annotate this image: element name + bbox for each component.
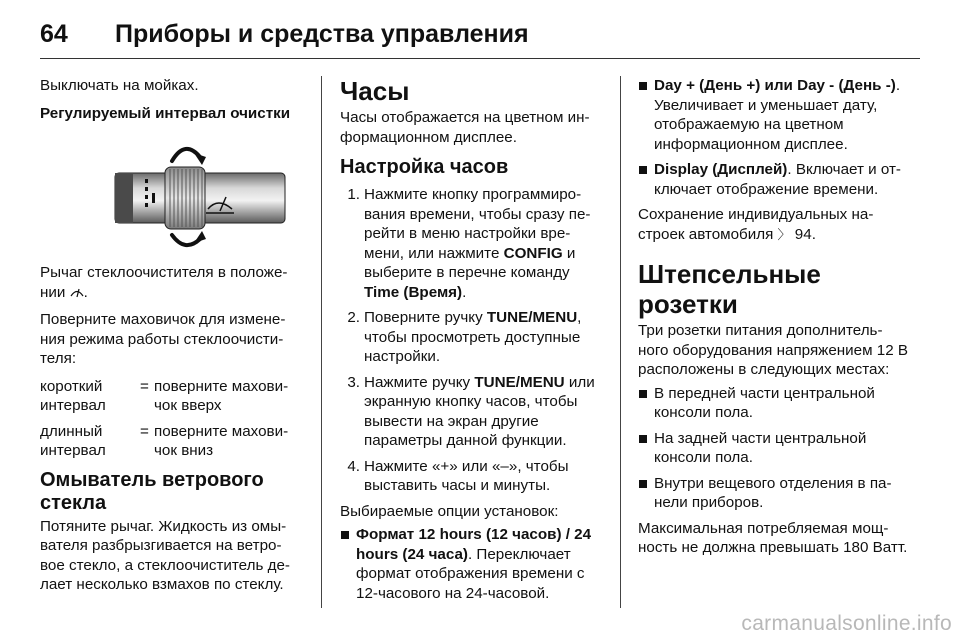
option-title: Формат 12 hours (12 часов) / 24 hours (24 часа): [356, 526, 592, 563]
table-equals: =: [140, 377, 149, 395]
option-description: . Включает и от-ключает отображение времени.: [654, 161, 901, 198]
step-text: или экранную кнопку часов, чтобы вывести на экран другие параметры данной функции.: [364, 373, 595, 449]
column-1: [40, 76, 306, 603]
options-list-continued: [638, 76, 908, 199]
section-heading-clock-setting: Настройка часов: [340, 156, 509, 178]
option-title: Day + (День +) или Day - (День -): [654, 77, 896, 94]
options-intro-text: Выбираемые опции установок:: [340, 502, 559, 520]
lever-text-part-1: Рычаг стеклоочистителя в положе-: [40, 264, 288, 281]
list-item: [340, 525, 605, 603]
section-heading-interval: Регулируемый интервал очистки: [40, 104, 291, 122]
interval-definition-table: [40, 377, 306, 461]
table-row: [40, 377, 306, 422]
step-text: Нажмите ручку: [364, 373, 475, 391]
turn-knob-text: Поверните маховичок для измене-ния режима работы стеклоочисти-теля:: [40, 311, 286, 367]
list-item: На задней части центральной консоли пола.: [638, 429, 908, 468]
intro-text: Выключать на мойках.: [40, 77, 199, 94]
step-text: .: [462, 283, 467, 301]
option-title: Display (Дисплей): [654, 161, 788, 178]
section-heading-sockets: Штепсельные розетки: [638, 259, 821, 319]
save-text-part-1: Сохранение индивидуальных на-строек автомобиля: [638, 206, 874, 243]
washer-text: Потяните рычаг. Жидкость из омы-вателя разбрызгивается на ветро-вое стекло, а стеклоочиститель де-лает несколько взмахов по стеклу.: [40, 517, 290, 593]
clock-intro-text: Часы отображается на цветном ин-формационном дисплее.: [340, 109, 590, 146]
table-definition: поверните махови-чок вверх: [154, 377, 289, 414]
section-heading-clock: Часы: [340, 76, 410, 106]
column-3: [638, 76, 908, 566]
list-item: [340, 185, 605, 302]
section-heading-washer: Омыватель ветрового стекла: [40, 468, 264, 514]
sockets-intro-text: Три розетки питания дополнитель-ного оборудования напряжением 12 В расположены в следующих местах:: [638, 322, 909, 378]
page-reference-link[interactable]: 94: [794, 225, 812, 243]
table-definition: поверните махови-чок вниз: [154, 422, 289, 459]
wiper-interval-lever-icon: [40, 135, 306, 253]
step-text: и выберите в перечне команду: [364, 244, 576, 281]
list-item: [638, 160, 908, 199]
list-item: В передней части центральной консоли пола.: [638, 384, 908, 423]
list-item: Внутри вещевого отделения в па-нели приборов.: [638, 474, 908, 513]
list-item: [340, 457, 605, 496]
page-number: 64: [40, 20, 68, 48]
column-divider-1: [321, 76, 322, 608]
options-list: [340, 525, 605, 603]
column-divider-2: [620, 76, 621, 608]
list-item: [340, 373, 605, 451]
page-header: [40, 18, 920, 60]
lever-position-text: [40, 263, 306, 302]
time-command-label: Time (Время): [364, 283, 463, 301]
step-number: 4.: [347, 457, 360, 475]
step-text: Нажмите «+» или «–», чтобы выставить часы и минуты.: [364, 457, 569, 494]
option-description: . Переключает формат отображения времени с 12-часового на 24-часовой.: [356, 545, 585, 602]
wiper-interval-symbol-icon: [70, 286, 84, 298]
step-text: , чтобы просмотреть доступные настройки.: [364, 309, 582, 365]
step-number: 2.: [347, 309, 360, 326]
option-description: . Увеличивает и уменьшает дату, отображаемую на цветном информационном дисплее.: [654, 77, 901, 153]
table-term: длинный интервал: [40, 422, 106, 459]
max-power-text: Максимальная потребляемая мощ-ность не должна превышать 180 Ватт.: [638, 519, 908, 556]
lever-text-part-3: .: [83, 283, 88, 301]
config-button-label: CONFIG: [503, 244, 563, 262]
sockets-list: [638, 384, 908, 513]
save-settings-text: [638, 205, 908, 245]
step-text: Нажмите кнопку программиро-вания времени, чтобы сразу пе-рейти в меню настройки вре-мени, или нажмите: [364, 186, 591, 262]
save-text-part-3: .: [811, 225, 816, 243]
page-title: Приборы и средства управления: [115, 20, 529, 48]
list-item: [638, 76, 908, 154]
step-text: Поверните ручку: [364, 309, 487, 326]
clock-steps-list: [340, 185, 605, 496]
tune-menu-label: TUNE/MENU: [474, 373, 565, 391]
step-number: 3.: [347, 373, 360, 391]
tune-menu-label: TUNE/MENU: [486, 309, 578, 326]
table-equals: =: [140, 422, 149, 440]
step-number: 1.: [347, 186, 360, 203]
header-divider: [40, 58, 920, 59]
watermark: carmanualsonline.info: [741, 612, 952, 635]
wiper-lever-figure: [40, 135, 306, 253]
table-term: короткий интервал: [40, 377, 106, 414]
table-row: [40, 422, 306, 461]
page-reference-arrow-icon: 〉: [777, 227, 791, 243]
lever-text-part-2: нии: [40, 283, 70, 301]
list-item: [340, 308, 605, 367]
column-2: [340, 76, 605, 609]
